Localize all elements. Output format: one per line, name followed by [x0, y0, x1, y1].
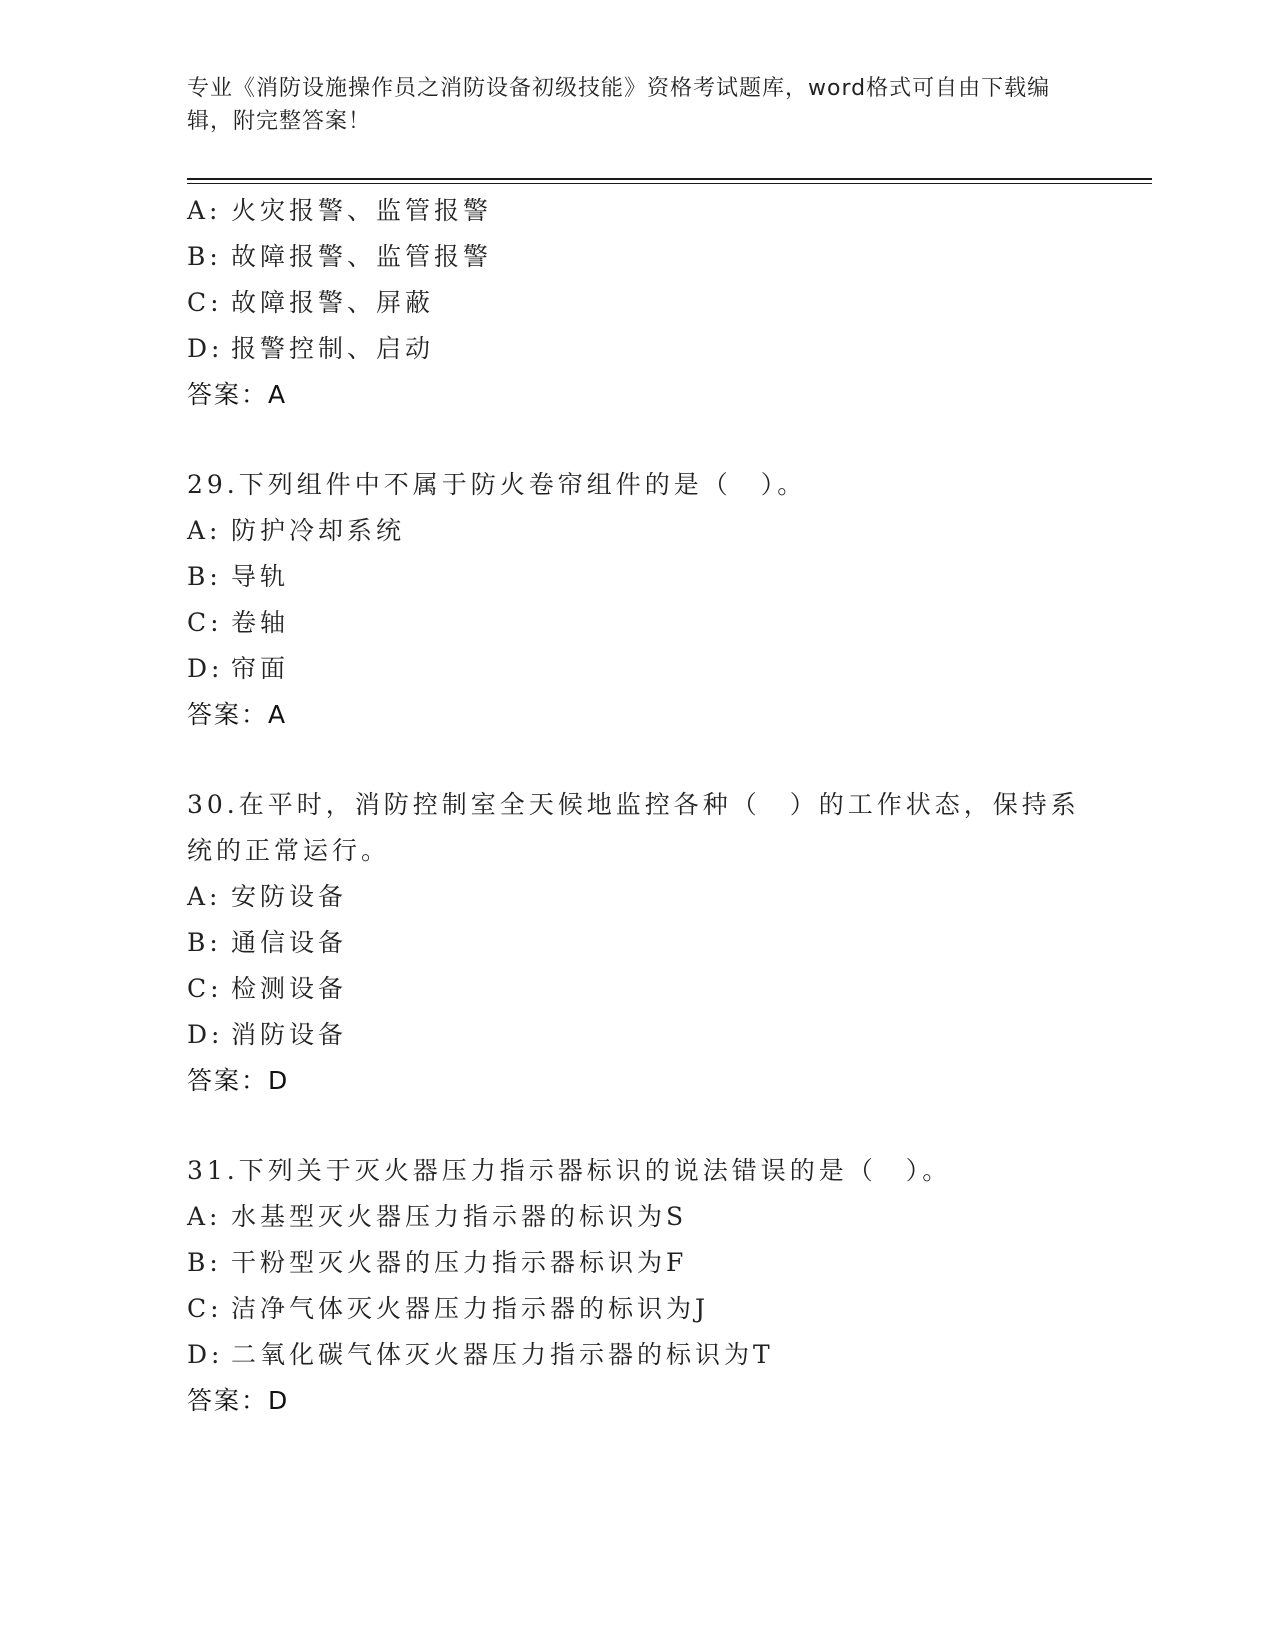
option-d: D: 二氧化碳气体灭火器压力指示器的标识为T — [187, 1340, 774, 1369]
option-a: A: 防护冷却系统 — [187, 516, 406, 545]
option-d: D: 报警控制、启动 — [187, 334, 435, 363]
option-b: B: 导轨 — [187, 562, 290, 591]
question-block-31 — [187, 1148, 1087, 1424]
option-c: C: 检测设备 — [187, 974, 348, 1003]
document-header: 专业《消防设施操作员之消防设备初级技能》资格考试题库，word格式可自由下载编辑，附完整答案！ — [187, 76, 1051, 134]
document-body — [187, 188, 1087, 1424]
question-text-line-2: 统的正常运行。 — [187, 836, 391, 865]
answer-text: 答案：D — [187, 1386, 290, 1415]
answer-text: 答案：A — [187, 380, 288, 409]
option-a: A: 火灾报警、监管报警 — [187, 196, 493, 225]
question-text: 29.下列组件中不属于防火卷帘组件的是（ ）。 — [187, 470, 807, 499]
option-b: B: 干粉型灭火器的压力指示器标识为F — [187, 1248, 688, 1277]
header-divider-thin — [187, 183, 1152, 184]
question-block-28 — [187, 188, 1087, 418]
question-block-30 — [187, 782, 1087, 1104]
question-block-29 — [187, 462, 1087, 738]
question-text-line-1: 30.在平时，消防控制室全天候地监控各种（ ）的工作状态，保持系 — [187, 790, 1080, 819]
option-a: A: 水基型灭火器压力指示器的标识为S — [187, 1202, 688, 1231]
option-c: C: 卷轴 — [187, 608, 290, 637]
option-c: C: 故障报警、屏蔽 — [187, 288, 435, 317]
option-d: D: 帘面 — [187, 654, 290, 683]
header-divider — [187, 178, 1152, 180]
option-b: B: 通信设备 — [187, 928, 348, 957]
answer-text: 答案：A — [187, 700, 288, 729]
option-b: B: 故障报警、监管报警 — [187, 242, 493, 271]
option-c: C: 洁净气体灭火器压力指示器的标识为J — [187, 1294, 710, 1323]
answer-text: 答案：D — [187, 1066, 290, 1095]
option-a: A: 安防设备 — [187, 882, 348, 911]
option-d: D: 消防设备 — [187, 1020, 348, 1049]
question-text: 31.下列关于灭火器压力指示器标识的说法错误的是（ ）。 — [187, 1156, 952, 1185]
